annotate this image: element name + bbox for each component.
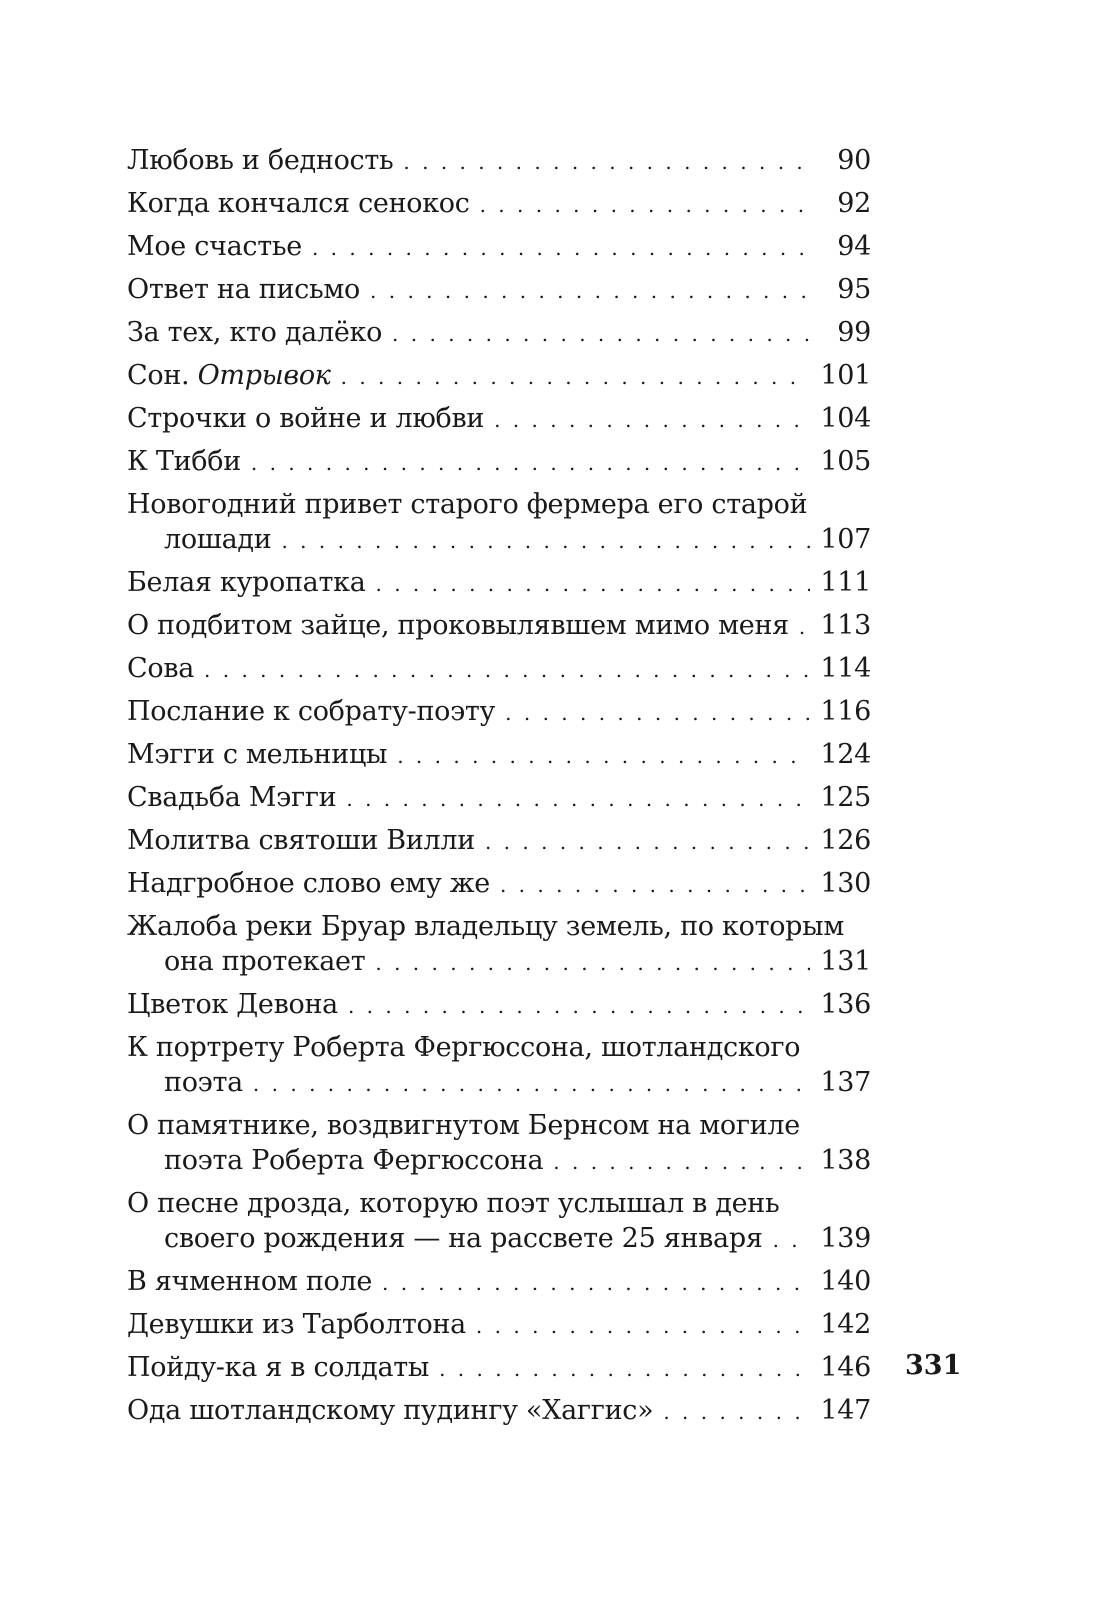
entry-page-number: 105	[820, 446, 871, 477]
entry-title-first-line: К портрету Роберта Фергюссона, шотландского	[127, 1032, 801, 1063]
dot-leader	[392, 314, 817, 355]
dot-leader	[505, 693, 810, 734]
entry-title: Молитва святоши Вилли	[127, 825, 475, 856]
toc-entry[interactable]	[127, 863, 871, 906]
toc-entry[interactable]	[127, 906, 871, 984]
entry-page-number: 95	[837, 274, 871, 305]
entry-title-first-line: О памятнике, воздвигнутом Бернсом на могиле	[127, 1110, 800, 1141]
entry-page-number: 131	[820, 946, 871, 977]
entry-page-number: 125	[820, 782, 871, 813]
toc-entry[interactable]	[127, 777, 871, 820]
entry-title: За тех, кто далёко	[127, 317, 383, 348]
toc-entry[interactable]	[127, 140, 871, 183]
entry-title-first-line: Новогодний привет старого фермера его старой	[127, 489, 808, 520]
dot-leader	[663, 1392, 810, 1433]
entry-title: О подбитом зайце, проковылявшем мимо меня	[127, 610, 789, 641]
entry-title: Свадьба Мэгги	[127, 782, 337, 813]
toc-entry[interactable]	[127, 1347, 871, 1390]
entry-page-number: 124	[820, 739, 871, 770]
dot-leader	[370, 271, 817, 312]
entry-title-main: Сон.	[127, 360, 190, 391]
dot-leader	[341, 357, 811, 398]
entry-title: Ответ на письмо	[127, 274, 361, 305]
toc-entry[interactable]	[127, 562, 871, 605]
dot-leader	[485, 822, 810, 863]
entry-page-number: 116	[820, 696, 871, 727]
entry-title: Белая куропатка	[127, 567, 366, 598]
entry-title: К Тибби	[127, 446, 241, 477]
entry-page-number: 137	[820, 1067, 871, 1098]
entry-page-number: 94	[837, 231, 871, 262]
dot-leader	[382, 1263, 810, 1304]
dot-leader	[494, 400, 810, 441]
entry-page-number: 99	[837, 317, 871, 348]
toc-entry[interactable]	[127, 269, 871, 312]
entry-title: Ода шотландскому пудингу «Хаггис»	[127, 1395, 654, 1426]
toc-entry[interactable]	[127, 1027, 871, 1105]
dot-leader	[348, 986, 810, 1027]
toc-entry[interactable]	[127, 312, 871, 355]
toc-entry[interactable]	[127, 1183, 871, 1261]
entry-page-number: 136	[820, 989, 871, 1020]
entry-title-first-line: О песне дрозда, которую поэт услышал в день	[127, 1188, 780, 1219]
entry-title: поэта	[164, 1067, 243, 1098]
toc-entry[interactable]	[127, 984, 871, 1027]
dot-leader	[251, 443, 810, 484]
toc-entry[interactable]	[127, 1390, 871, 1433]
entry-page-number: 138	[820, 1145, 871, 1176]
dot-leader	[500, 865, 810, 906]
table-of-contents	[127, 140, 871, 1433]
entry-title: Девушки из Тарболтона	[127, 1309, 466, 1340]
entry-subtitle: Отрывок	[197, 360, 331, 391]
dot-leader	[403, 142, 817, 183]
toc-entry[interactable]	[127, 484, 871, 562]
dot-leader	[799, 607, 810, 648]
entry-title: Пойду-ка я в солдаты	[127, 1352, 430, 1383]
entry-title: Мое счастье	[127, 231, 302, 262]
entry-page-number: 142	[820, 1309, 871, 1340]
entry-title: Сова	[127, 653, 195, 684]
toc-entry[interactable]	[127, 648, 871, 691]
toc-entry[interactable]	[127, 183, 871, 226]
entry-page-number: 107	[820, 524, 871, 555]
dot-leader	[312, 228, 817, 269]
entry-title: Любовь и бедность	[127, 145, 394, 176]
entry-title	[127, 355, 331, 396]
entry-page-number: 90	[837, 145, 871, 176]
dot-leader	[480, 185, 817, 226]
toc-entry[interactable]	[127, 734, 871, 777]
entry-title: Послание к собрату-поэту	[127, 696, 496, 727]
dot-leader	[204, 650, 810, 691]
entry-title: своего рождения — на рассвете 25 января	[164, 1223, 763, 1254]
dot-leader	[346, 779, 810, 820]
entry-page-number: 146	[820, 1352, 871, 1383]
toc-entry[interactable]	[127, 1261, 871, 1304]
entry-title: лошади	[164, 524, 272, 555]
entry-title: Когда кончался сенокос	[127, 188, 470, 219]
dot-leader	[375, 943, 810, 984]
dot-leader	[281, 521, 810, 562]
entry-page-number: 147	[820, 1395, 871, 1426]
entry-title: поэта Роберта Фергюссона	[164, 1145, 544, 1176]
entry-title-first-line: Жалоба реки Бруар владельцу земель, по которым	[127, 911, 845, 942]
entry-page-number: 130	[820, 868, 871, 899]
toc-entry[interactable]	[127, 355, 871, 398]
entry-page-number: 114	[820, 653, 871, 684]
dot-leader	[376, 564, 811, 605]
entry-page-number: 139	[820, 1223, 871, 1254]
entry-title: В ячменном поле	[127, 1266, 372, 1297]
entry-page-number: 92	[837, 188, 871, 219]
entry-page-number: 113	[820, 610, 871, 641]
dot-leader	[439, 1349, 810, 1390]
toc-entry[interactable]	[127, 398, 871, 441]
entry-page-number: 126	[820, 825, 871, 856]
toc-entry[interactable]	[127, 1105, 871, 1183]
page-folio-number: 331	[905, 1350, 962, 1381]
toc-entry[interactable]	[127, 1304, 871, 1347]
entry-title: Надгробное слово ему же	[127, 868, 490, 899]
toc-entry[interactable]	[127, 820, 871, 863]
dot-leader	[476, 1306, 810, 1347]
entry-title: Мэгги с мельницы	[127, 739, 388, 770]
entry-page-number: 140	[820, 1266, 871, 1297]
entry-title: Цветок Девона	[127, 989, 338, 1020]
entry-page-number: 104	[820, 403, 871, 434]
entry-title: Строчки о войне и любви	[127, 403, 485, 434]
entry-title: она протекает	[164, 946, 366, 977]
dot-leader	[773, 1220, 811, 1261]
dot-leader	[553, 1142, 810, 1183]
toc-entry[interactable]	[127, 226, 871, 269]
toc-entry[interactable]	[127, 691, 871, 734]
toc-entry[interactable]	[127, 605, 871, 648]
dot-leader	[253, 1064, 810, 1105]
dot-leader	[397, 736, 810, 777]
entry-page-number: 111	[820, 567, 871, 598]
toc-entry[interactable]	[127, 441, 871, 484]
entry-page-number: 101	[820, 360, 871, 391]
